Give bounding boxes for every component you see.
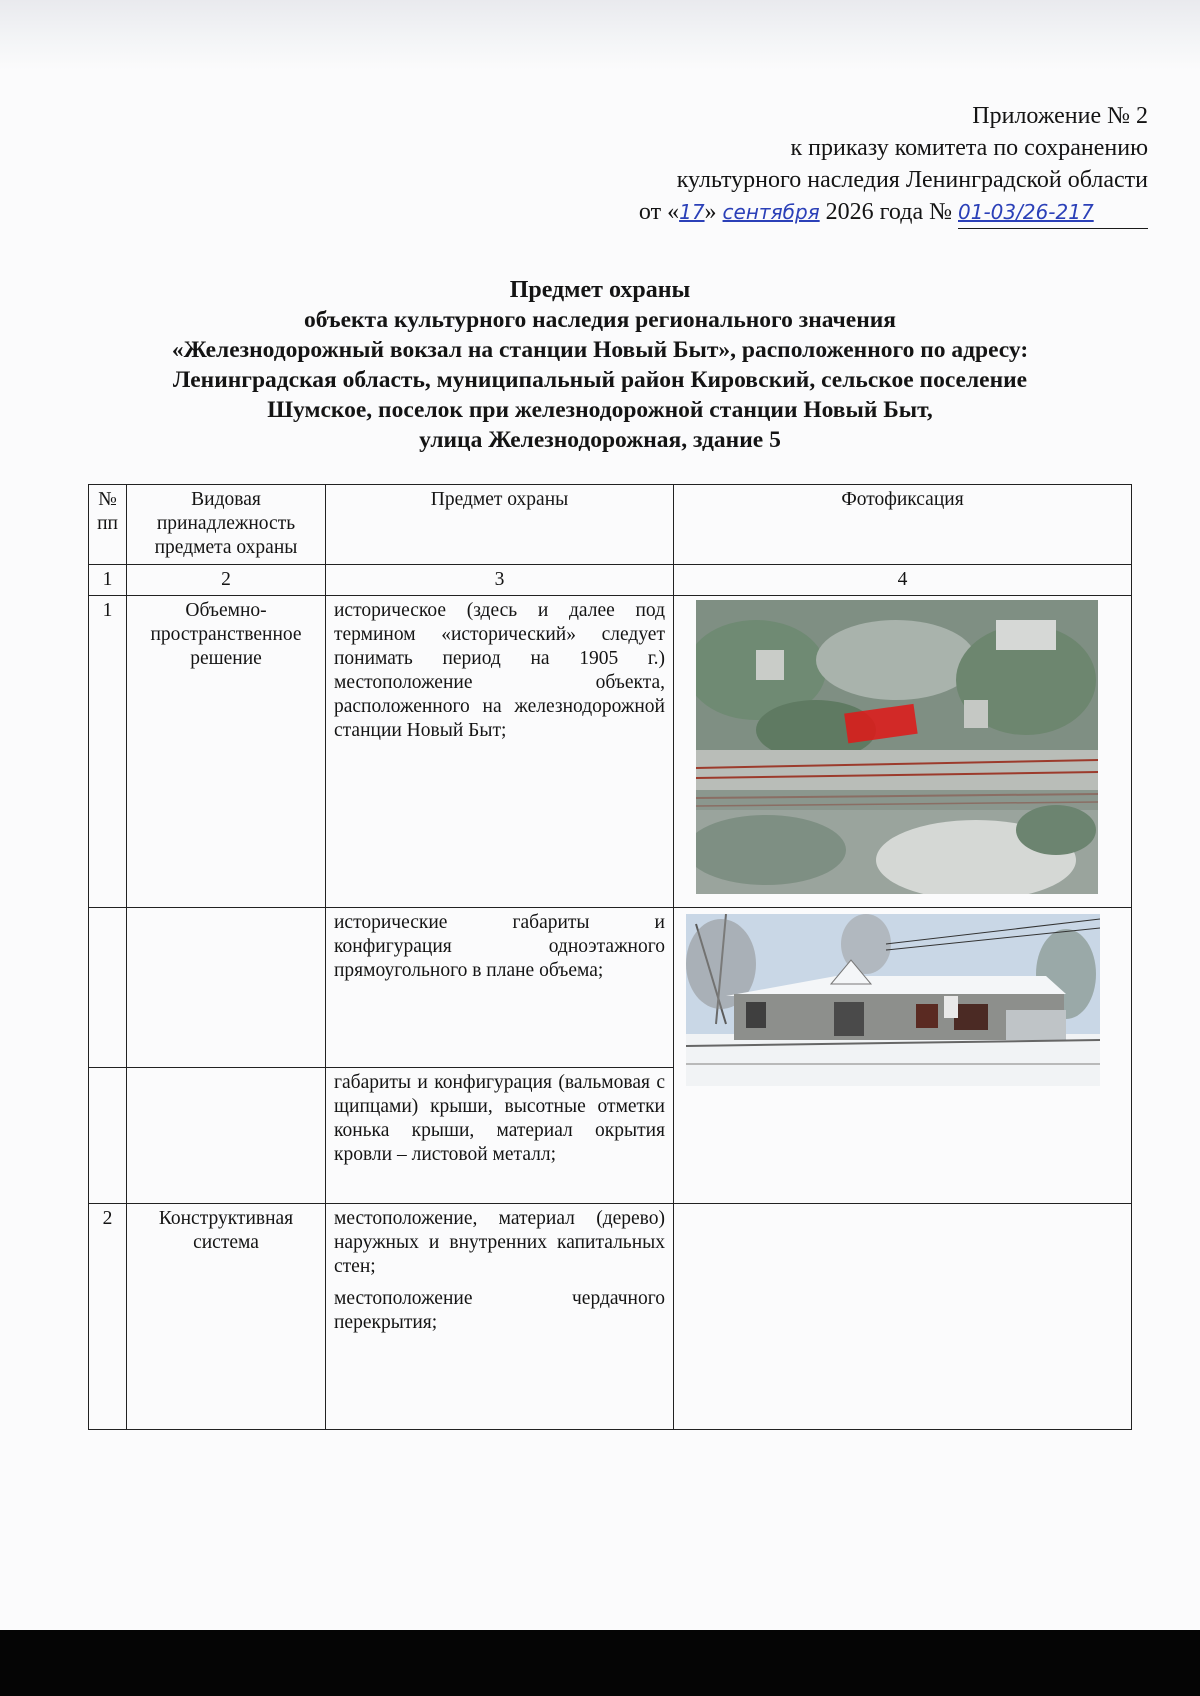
column-number: 2 <box>127 565 326 596</box>
date-day-handwritten: 17 <box>679 200 705 224</box>
row-num: 1 <box>89 596 127 908</box>
header-type: Видовая принадлежность предмета охраны <box>127 485 326 565</box>
title-line-5: Шумское, поселок при железнодорожной станции Новый Быт, <box>267 397 933 423</box>
title-line-2: объекта культурного наследия регионального значения <box>303 307 897 333</box>
row-subject: исторические габариты и конфигурация одноэтажного прямоугольного в плане объема; <box>326 908 674 1068</box>
title-line-3: «Железнодорожный вокзал на станции Новый Быт», расположенного по адресу: <box>171 337 1029 363</box>
row-type <box>127 908 326 1068</box>
document-title <box>60 275 1140 455</box>
date-year: 2026 года № <box>819 199 958 225</box>
title-line-4: Ленинградская область, муниципальный район Кировский, сельское поселение <box>172 367 1028 393</box>
order-number-field <box>958 196 1148 229</box>
header-subject: Предмет охраны <box>326 485 674 565</box>
scan-shadow <box>0 0 1200 70</box>
row-num: 2 <box>89 1204 127 1430</box>
date-mid: » <box>704 199 723 225</box>
protection-subject-table <box>88 484 1132 1430</box>
row-type: Объемно-пространственное решение <box>127 596 326 908</box>
header-num: № пп <box>89 485 127 565</box>
table-row <box>89 596 1132 908</box>
aerial-photo <box>696 600 1098 894</box>
row-subject <box>326 1204 674 1430</box>
row-subject-part: местоположение чердачного перекрытия; <box>334 1288 665 1333</box>
table-header-row <box>89 485 1132 565</box>
order-number-handwritten: 01-03/26-217 <box>958 200 1094 224</box>
photo-cell <box>674 596 1132 908</box>
photo-cell <box>674 908 1132 1204</box>
row-type: Конструктивная система <box>127 1204 326 1430</box>
row-type <box>127 1068 326 1204</box>
row-subject-part: местоположение, материал (дерево) наружных и внутренних капитальных стен; <box>334 1208 665 1277</box>
title-line-6: улица Железнодорожная, здание 5 <box>419 427 781 453</box>
header-photo: Фотофиксация <box>674 485 1132 565</box>
title-line-1: Предмет охраны <box>509 277 691 303</box>
spacer <box>334 1279 665 1287</box>
photo-cell-empty <box>674 1204 1132 1430</box>
appendix-date-line <box>639 196 1148 229</box>
scan-bottom-edge <box>0 1630 1200 1696</box>
row-subject: габариты и конфигурация (вальмовая с щипцами) крыши, высотные отметки конька крыши, материал окрытия кровли – листовой металл; <box>326 1068 674 1204</box>
column-number: 4 <box>674 565 1132 596</box>
appendix-header <box>639 100 1148 229</box>
row-subject: историческое (здесь и далее под термином «исторический» следует понимать период на 1905 г.) местоположение объекта, расположенного на железнодорожной станции Новый Быт; <box>326 596 674 908</box>
station-photo <box>686 914 1100 1086</box>
table-row <box>89 908 1132 1068</box>
row-num <box>89 1068 127 1204</box>
table-row <box>89 1204 1132 1430</box>
row-num <box>89 908 127 1068</box>
appendix-line-3: культурного наследия Ленинградской области <box>676 167 1148 193</box>
column-number-row <box>89 565 1132 596</box>
column-number: 3 <box>326 565 674 596</box>
appendix-line-1: Приложение № 2 <box>972 103 1148 129</box>
date-month-handwritten: сентября <box>722 200 820 224</box>
column-number: 1 <box>89 565 127 596</box>
appendix-line-2: к приказу комитета по сохранению <box>790 135 1148 161</box>
aerial-photo-image <box>696 600 1098 894</box>
station-photo-image <box>686 914 1100 1086</box>
date-prefix: от « <box>638 199 680 225</box>
